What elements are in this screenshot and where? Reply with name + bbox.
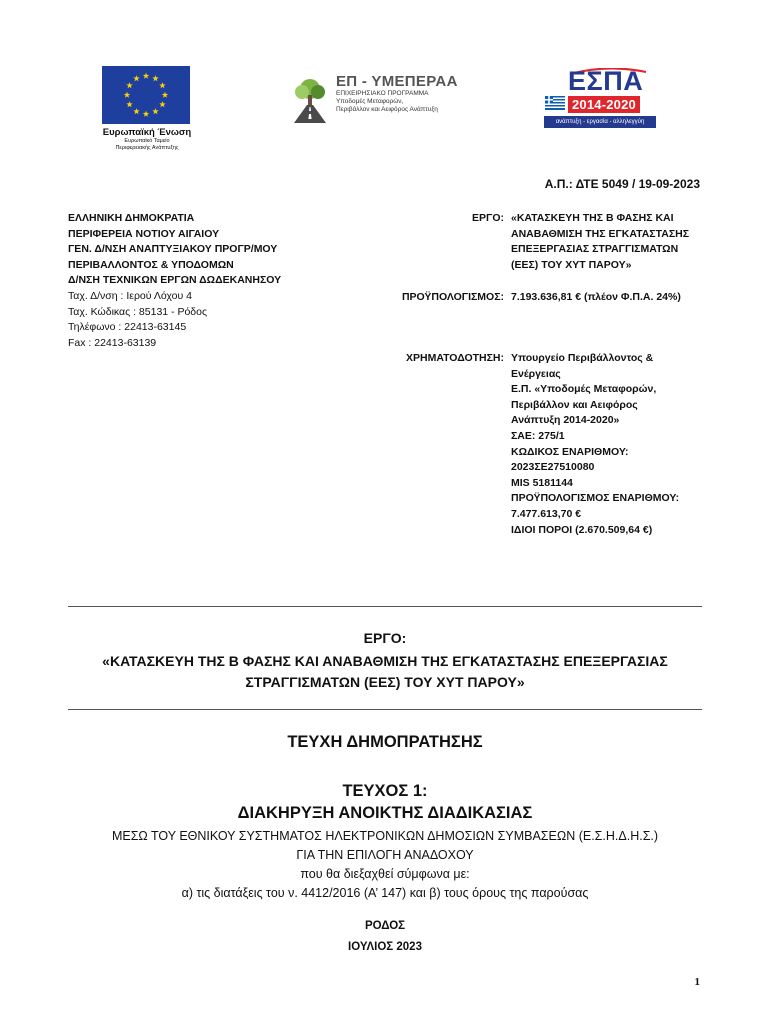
star-icon (133, 108, 139, 114)
issuer-line: ΕΛΛΗΝΙΚΗ ΔΗΜΟΚΡΑΤΙΑ (68, 212, 195, 224)
star-icon (143, 73, 149, 79)
funding-value (511, 351, 711, 538)
ergo-value-line: ΕΠΕΞΕΡΓΑΣΙΑΣ ΣΤΡΑΓΓΙΣΜΑΤΩΝ (511, 243, 679, 256)
volume-title: ΔΙΑΚΗΡΥΞΗ ΑΝΟΙΚΤΗΣ ΔΙΑΔΙΚΑΣΙΑΣ (237, 804, 533, 822)
funding-line: Ενέργειας (511, 367, 561, 380)
description-line: α) τις διατάξεις του ν. 4412/2016 (Α’ 147) και β) τους όρους της παρούσας (181, 886, 589, 900)
greek-flag-icon (545, 96, 565, 110)
issuer-phone: Τηλέφωνο : 22413-63145 (68, 321, 187, 334)
funding-line: Ε.Π. «Υποδομές Μεταφορών, (511, 383, 657, 396)
description-line: ΓΙΑ ΤΗΝ ΕΠΙΛΟΓΗ ΑΝΑΔΟΧΟΥ (296, 848, 474, 862)
eu-name: Ευρωπαϊκή Ένωση (102, 127, 192, 138)
issuer-fax: Fax : 22413-63139 (68, 336, 157, 349)
funding-line: ΠΡΟΫΠΟΛΟΓΙΣΜΟΣ ΕΝΑΡΙΘΜΟΥ: (511, 492, 680, 505)
description-line: που θα διεξαχθεί σύμφωνα με: (300, 867, 470, 881)
espa-tagline: ανάπτυξη - εργασία - αλληλεγγύη (544, 116, 656, 128)
budget-label: ΠΡΟΫΠΟΛΟΓΙΣΜΟΣ: (401, 291, 504, 303)
eu-flag-icon (102, 66, 190, 124)
issuer-postcode: Ταχ. Κώδικας : 85131 - Ρόδος (68, 305, 208, 318)
funding-line: MIS 5181144 (511, 476, 573, 489)
documents-heading: ΤΕΥΧΗ ΔΗΜΟΠΡΑΤΗΣΗΣ (287, 733, 483, 751)
star-icon (159, 82, 165, 88)
star-icon (152, 108, 158, 114)
espa-years: 2014-2020 (568, 96, 640, 113)
project-heading: ΕΡΓΟ: (363, 630, 407, 646)
funding-line: Περιβάλλον και Αειφόρος (511, 398, 638, 411)
eu-fund-line1: Ευρωπαϊκό Ταμείο (124, 138, 170, 144)
star-icon (152, 75, 158, 81)
road-tree-icon (290, 77, 330, 123)
star-icon (159, 101, 165, 107)
star-icon (133, 75, 139, 81)
issuer-line: ΠΕΡΙΒΑΛΛΟΝΤΟΣ & ΥΠΟΔΟΜΩΝ (68, 258, 234, 271)
star-icon (162, 92, 168, 98)
star-icon (126, 82, 132, 88)
ergo-label: ΕΡΓΟ: (472, 212, 504, 224)
eu-logo (102, 66, 192, 152)
page-number: 1 (694, 976, 700, 988)
eu-fund-line2: Περιφερειακής Ανάπτυξης (115, 145, 179, 151)
date: ΙΟΥΛΙΟΣ 2023 (348, 941, 422, 953)
budget-value: 7.193.636,81 € (πλέον Φ.Π.Α. 24%) (511, 291, 681, 303)
divider (68, 606, 702, 607)
funding-line: 2023ΣΕ27510080 (511, 461, 595, 474)
ep-ymeperaa-logo (290, 73, 480, 125)
star-icon (126, 101, 132, 107)
divider (68, 709, 702, 710)
ergo-value-line: ΑΝΑΒΑΘΜΙΣΗ ΤΗΣ ΕΓΚΑΤΑΣΤΑΣΗΣ (511, 227, 690, 240)
project-title-line: ΣΤΡΑΓΓΙΣΜΑΤΩΝ (ΕΕΣ) ΤΟΥ ΧΥΤ ΠΑΡΟΥ» (245, 674, 525, 690)
ergo-value (511, 211, 711, 273)
ep-line2: Υποδομές Μεταφορών, (336, 98, 404, 105)
issuer-block (68, 211, 368, 351)
funding-line: Ανάπτυξη 2014-2020» (511, 414, 620, 427)
star-icon (143, 111, 149, 117)
issuer-line: Δ/ΝΣΗ ΤΕΧΝΙΚΩΝ ΕΡΓΩΝ ΔΩΔΕΚΑΝΗΣΟΥ (68, 274, 282, 287)
funding-line: ΚΩΔΙΚΟΣ ΕΝΑΡΙΘΜΟΥ: (511, 445, 629, 458)
ergo-value-line: (ΕΕΣ) ΤΟΥ ΧΥΤ ΠΑΡΟΥ» (511, 258, 632, 271)
ergo-value-line: «ΚΑΤΑΣΚΕΥΗ ΤΗΣ Β ΦΑΣΗΣ ΚΑΙ (511, 212, 674, 224)
funding-label: ΧΡΗΜΑΤΟΔΟΤΗΣΗ: (406, 352, 504, 364)
star-icon (124, 92, 130, 98)
espa-logo (540, 66, 658, 134)
procedure-description (60, 827, 710, 903)
funding-line: ΙΔΙΟΙ ΠΟΡΟΙ (2.670.509,64 €) (511, 523, 653, 536)
issuer-address: Ταχ. Δ/νση : Ιερού Λόχου 4 (68, 289, 192, 302)
ep-line1: ΕΠΙΧΕΙΡΗΣΙΑΚΟ ΠΡΟΓΡΑΜΜΑ (336, 90, 429, 97)
issuer-line: ΓΕΝ. Δ/ΝΣΗ ΑΝΑΠΤΥΞΙΑΚΟΥ ΠΡΟΓΡ/ΜΟΥ (68, 243, 278, 256)
funding-line: ΣΑΕ: 275/1 (511, 429, 565, 442)
ep-title: ΕΠ - ΥΜΕΠΕΡΑΑ (336, 73, 458, 90)
issuer-line: ΠΕΡΙΦΕΡΕΙΑ ΝΟΤΙΟΥ ΑΙΓΑΙΟΥ (68, 227, 220, 240)
project-title (60, 651, 710, 693)
espa-word: ΕΣΠΑ (568, 66, 644, 96)
funding-line: 7.477.613,70 € (511, 507, 582, 520)
ep-line3: Περιβάλλον και Αειφόρος Ανάπτυξη (336, 106, 438, 113)
project-title-line: «ΚΑΤΑΣΚΕΥΗ ΤΗΣ Β ΦΑΣΗΣ ΚΑΙ ΑΝΑΒΑΘΜΙΣΗ ΤΗΣ ΕΓΚΑΤΑΣΤΑΣΗΣ ΕΠΕΞΕΡΓΑΣΙΑΣ (102, 653, 668, 669)
protocol-number: Α.Π.: ΔΤΕ 5049 / 19-09-2023 (544, 177, 700, 191)
volume-number: ΤΕΥΧΟΣ 1: (342, 782, 428, 800)
place: ΡΟΔΟΣ (364, 920, 406, 932)
description-line: ΜΕΣΩ ΤΟΥ ΕΘΝΙΚΟΥ ΣΥΣΤΗΜΑΤΟΣ ΗΛΕΚΤΡΟΝΙΚΩΝ ΔΗΜΟΣΙΩΝ ΣΥΜΒΑΣΕΩΝ (Ε.Σ.Η.Δ.Η.Σ.) (111, 829, 659, 843)
funding-line: Υπουργείο Περιβάλλοντος & (511, 352, 654, 364)
